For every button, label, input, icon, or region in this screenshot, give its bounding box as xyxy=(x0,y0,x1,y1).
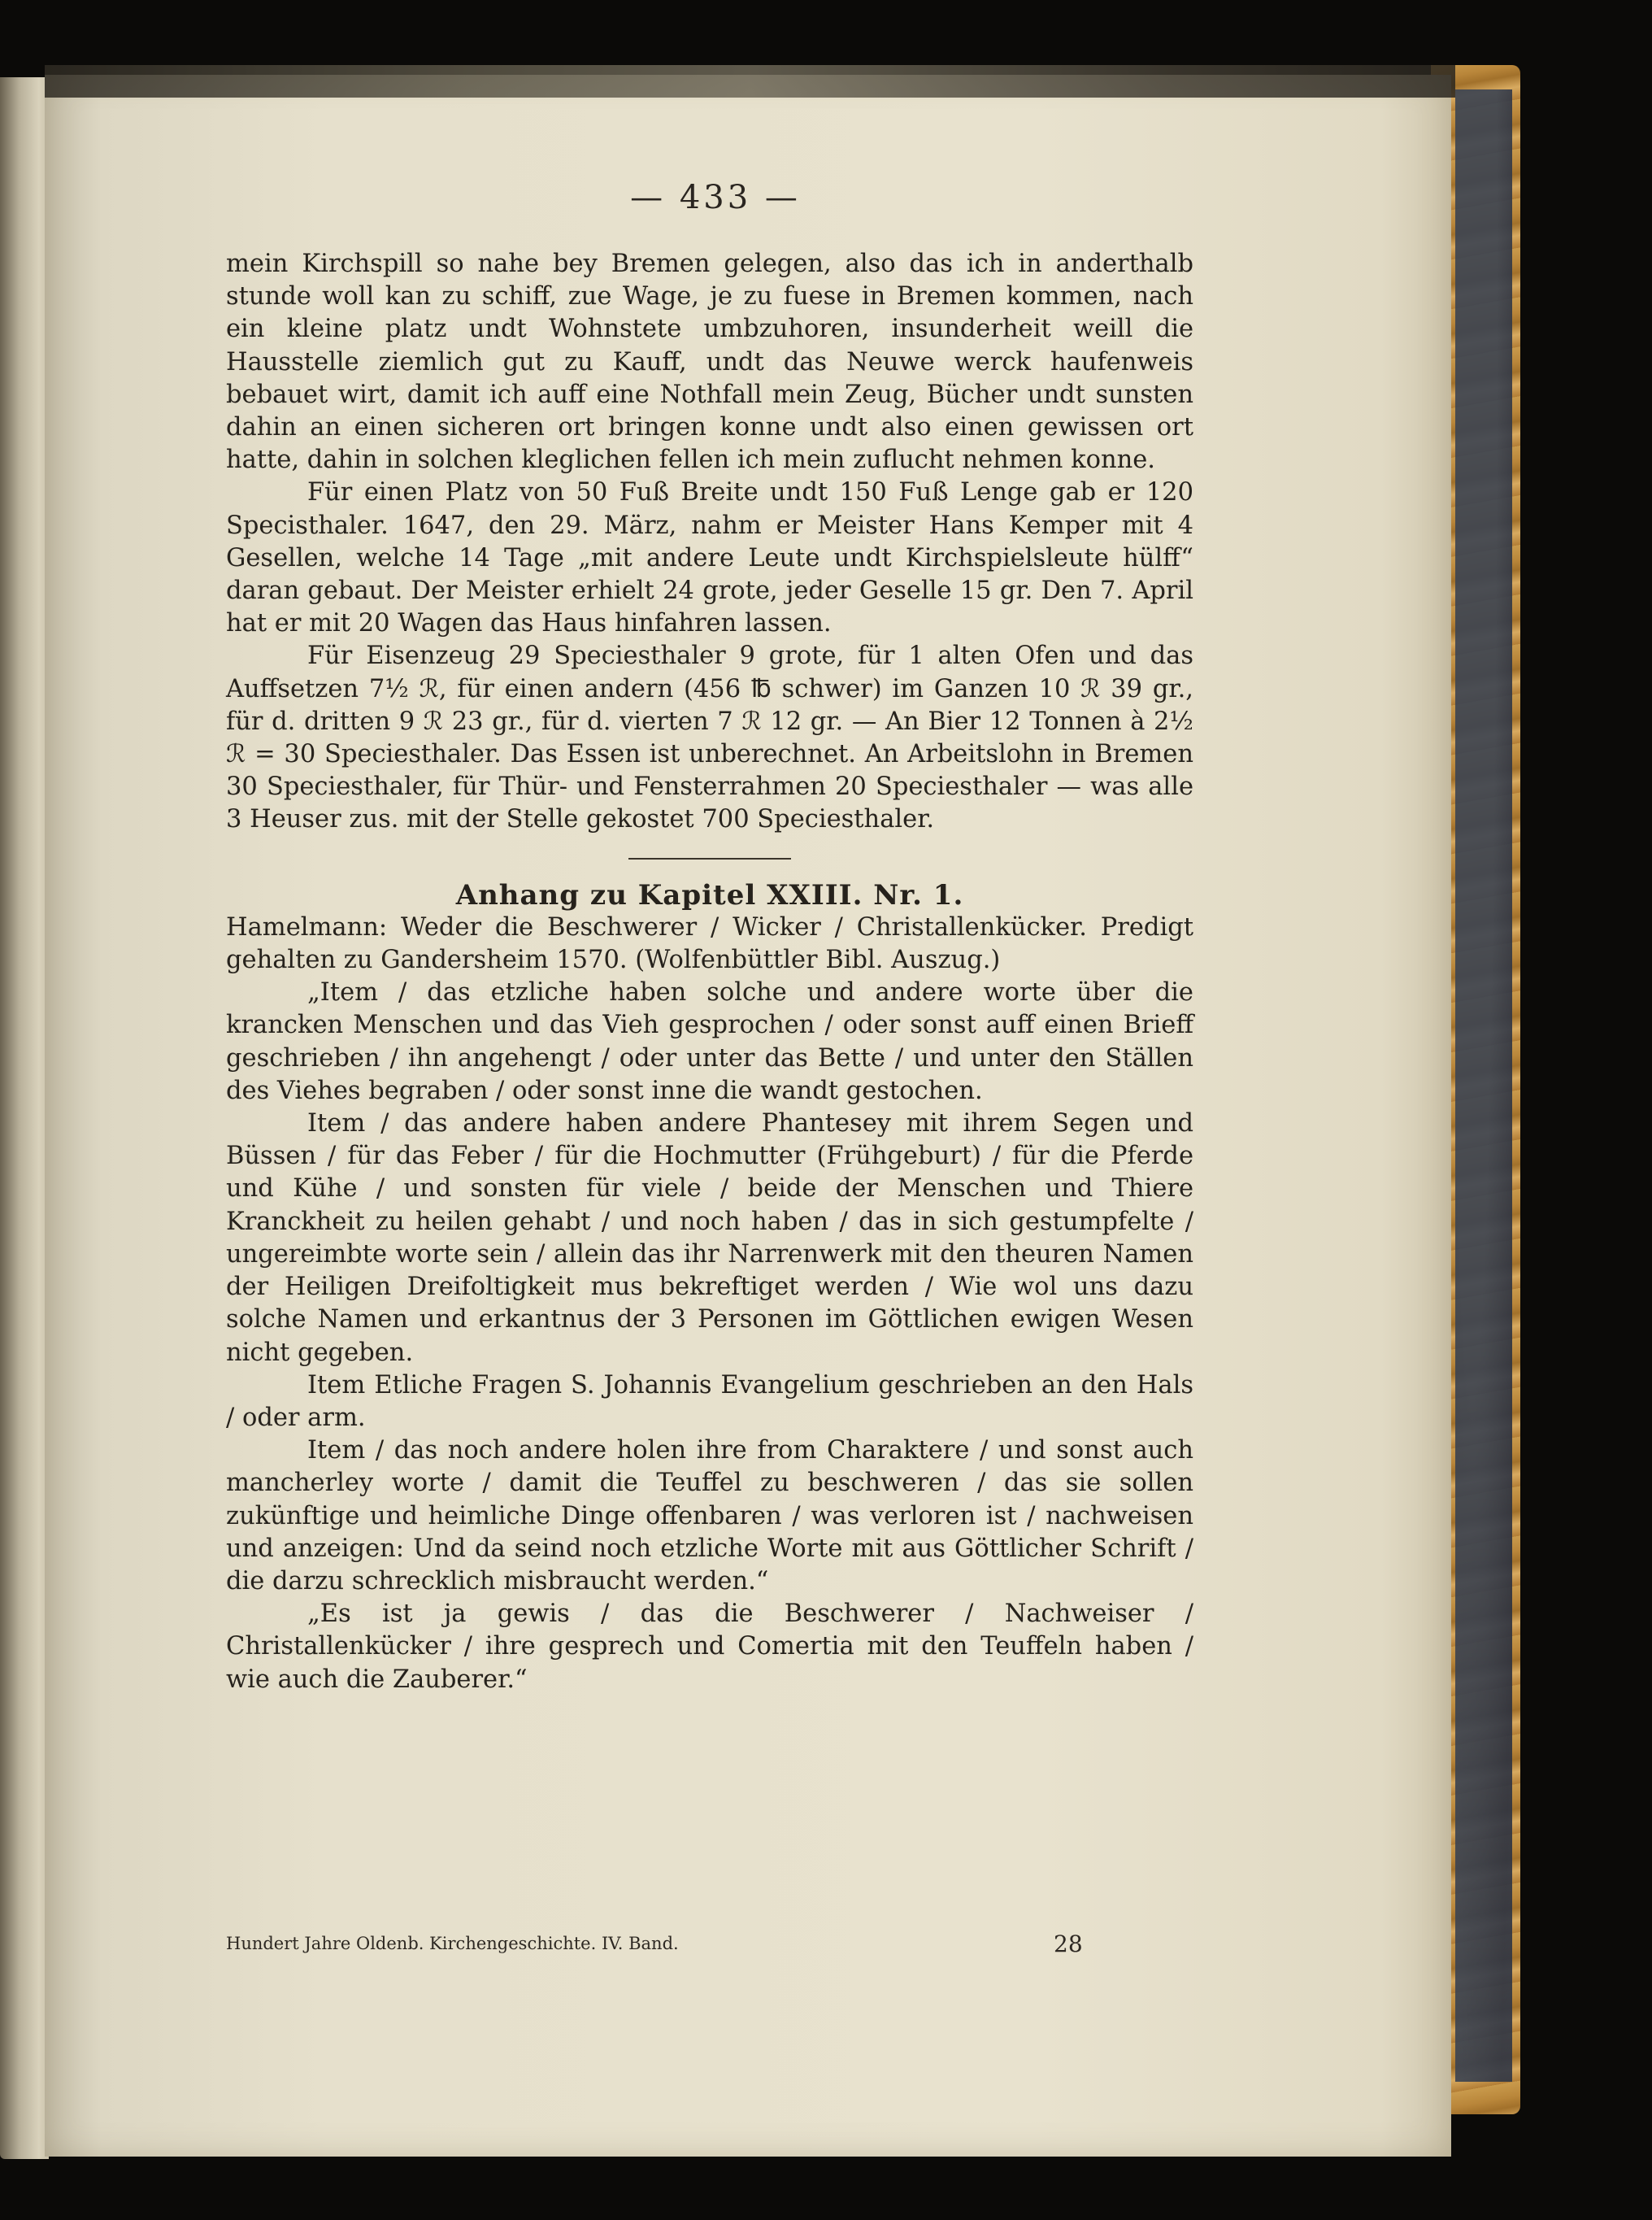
section-divider xyxy=(628,858,791,860)
paragraph: „Es ist ja gewis / das die Beschwerer / Nachweiser / Christallenkücker / ihre gesprech und Comertia mit den Teuffeln haben / wie auch die Zauberer.“ xyxy=(226,1600,1193,1694)
paragraph: Item / das noch andere holen ihre from Charaktere / und sonst auch mancherley worte / damit die Teuffel zu beschweren / das sie sollen zukünftige und heimliche Dinge offenbaren / was verloren ist / nachweisen und anzeigen: Und da seind noch etzliche Worte mit aus Göttlicher Schrift / die darzu schrecklich misbraucht werden.“ xyxy=(226,1436,1193,1595)
paragraph: „Item / das etzliche haben solche und andere worte über die krancken Menschen und das Vieh gesprochen / oder sonst auff einen Brieff geschrieben / ihn angehengt / oder unter das Bette / und unter den Ställen des Viehes begraben / oder sonst inne die wandt gestochen. xyxy=(226,978,1193,1105)
paragraph: mein Kirchspill so nahe bey Bremen gelegen, also das ich in anderthalb stunde woll kan zu schiff, zue Wage, je zu fuese in Bremen kommen, nach ein kleine platz undt Wohnstete umbzuhoren, insunderheit weill die Hausstelle ziemlich gut zu Kauff, undt das Neuwe werck haufenweis bebauet wirt, damit ich auff eine Nothfall mein Zeug, Bücher undt sunsten dahin an einen sicheren ort bringen konne undt also einen gewissen ort hatte, dahin in solchen kleglichen fellen ich mein zuflucht nehmen konne. xyxy=(226,250,1193,475)
footer-sheet-number: 28 xyxy=(1054,1931,1083,1957)
paragraph: Item Etliche Fragen S. Johannis Evangelium geschrieben an den Hals / oder arm. xyxy=(226,1370,1193,1432)
paragraph: Item / das andere haben andere Phantesey mit ihrem Segen und Büssen / für das Feber / für die Hochmutter (Frühgeburt) / für die Pferde und Kühe / und sonsten für viele / beide der Menschen und Thiere Kranckheit zu heilen gehabt / und noch haben / das in sich gestumpfelte / ungereimbte worte sein / allein das ihr Narrenwerk mit den theuren Namen der Heiligen Dreifoltigkeit mus bekreftiget werden / Wie wol uns dazu solche Namen und erkantnus der 3 Personen im Göttlichen ewigen Wesen nicht gegeben. xyxy=(226,1109,1193,1367)
page-body xyxy=(226,248,1193,1696)
paragraph: Für einen Platz von 50 Fuß Breite undt 150 Fuß Lenge gab er 120 Specisthaler. 1647, den 29. März, nahm er Meister Hans Kemper mit 4 Gesellen, welche 14 Tage „mit andere Leute undt Kirchspielsleute hülff“ daran gebaut. Der Meister erhielt 24 grote, jeder Geselle 15 gr. Den 7. April hat er mit 20 Wagen das Haus hinfahren lassen. xyxy=(226,478,1193,638)
section-heading: Anhang zu Kapitel XXIII. Nr. 1. xyxy=(455,878,964,912)
page-number: — 433 — xyxy=(630,179,801,216)
paragraph: Hamelmann: Weder die Beschwerer / Wicker / Christallenkücker. Predigt gehalten zu Gandersheim 1570. (Wolfenbüttler Bibl. Auszug.) xyxy=(226,912,1193,975)
page-top-edge xyxy=(45,65,1455,98)
paragraph: Für Eisenzeug 29 Speciesthaler 9 grote, für 1 alten Ofen und das Auffsetzen 7½ ℛ, für einen andern (456 ℔ schwer) im Ganzen 10 ℛ 39 gr., für d. dritten 9 ℛ 23 gr., für d. vierten 7 ℛ 12 gr. — An Bier 12 Tonnen à 2½ ℛ = 30 Speciesthaler. Das Essen ist unberechnet. An Arbeitslohn in Bremen 30 Speciesthaler, für Thür- und Fensterrahmen 20 Speciesthaler — was alle 3 Heuser zus. mit der Stelle gekostet 700 Speciesthaler. xyxy=(226,642,1193,834)
footer-signature: Hundert Jahre Oldenb. Kirchengeschichte. IV. Band. xyxy=(226,1934,679,1953)
marbled-endpaper xyxy=(1455,89,1512,2082)
left-page-edge xyxy=(0,77,49,2159)
